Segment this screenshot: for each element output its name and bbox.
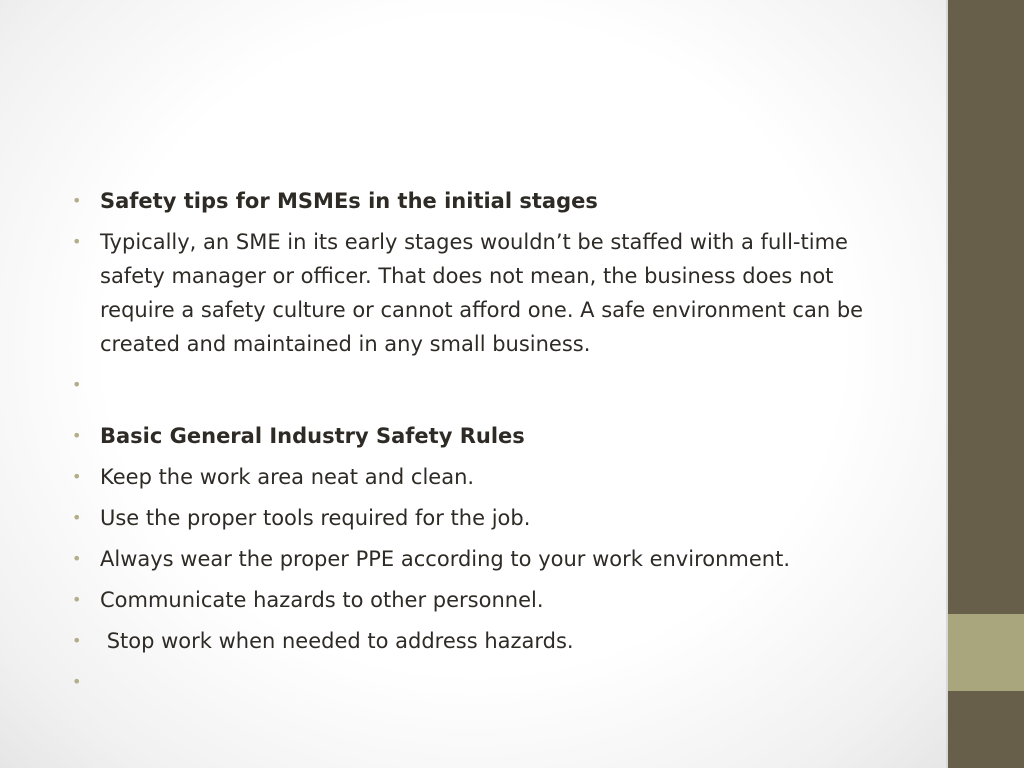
sidebar-dark-block: [948, 0, 1024, 614]
bullet-text: Typically, an SME in its early stages wouldn’t be staffed with a full-time safety manager or officer. That does not mean, the business does not require a safety culture or cannot afford one. A safe environment can be created and maintained in any small business.: [100, 230, 870, 356]
bullet-text: Basic General Industry Safety Rules: [100, 424, 525, 448]
bullet-item: [72, 665, 872, 709]
bullet-marker: •: [72, 375, 82, 394]
bullet-item: [72, 542, 872, 576]
bullet-marker: •: [72, 672, 82, 691]
bullet-marker: •: [72, 232, 82, 251]
bullet-list: [72, 184, 872, 716]
decorative-sidebar: [948, 0, 1024, 768]
bullet-item: [72, 460, 872, 494]
bullet-text: Stop work when needed to address hazards.: [100, 629, 574, 653]
bullet-text: Use the proper tools required for the job.: [100, 506, 531, 530]
bullet-item: [72, 225, 872, 361]
sidebar-accent-block: [948, 614, 1024, 691]
bullet-text: Communicate hazards to other personnel.: [100, 588, 544, 612]
bullet-marker: •: [72, 631, 82, 650]
bullet-item: [72, 583, 872, 617]
bullet-item: [72, 368, 872, 412]
bullet-item: [72, 184, 872, 218]
bullet-text: Always wear the proper PPE according to your work environment.: [100, 547, 790, 571]
bullet-marker: •: [72, 508, 82, 527]
sidebar-dark-block-bottom: [948, 691, 1024, 768]
bullet-marker: •: [72, 590, 82, 609]
bullet-marker: •: [72, 549, 82, 568]
bullet-text: Keep the work area neat and clean.: [100, 465, 475, 489]
bullet-item: [72, 501, 872, 535]
bullet-marker: •: [72, 426, 82, 445]
bullet-item: [72, 419, 872, 453]
bullet-text: Safety tips for MSMEs in the initial stages: [100, 189, 598, 213]
bullet-marker: •: [72, 467, 82, 486]
bullet-marker: •: [72, 191, 82, 210]
bullet-item: [72, 624, 872, 658]
